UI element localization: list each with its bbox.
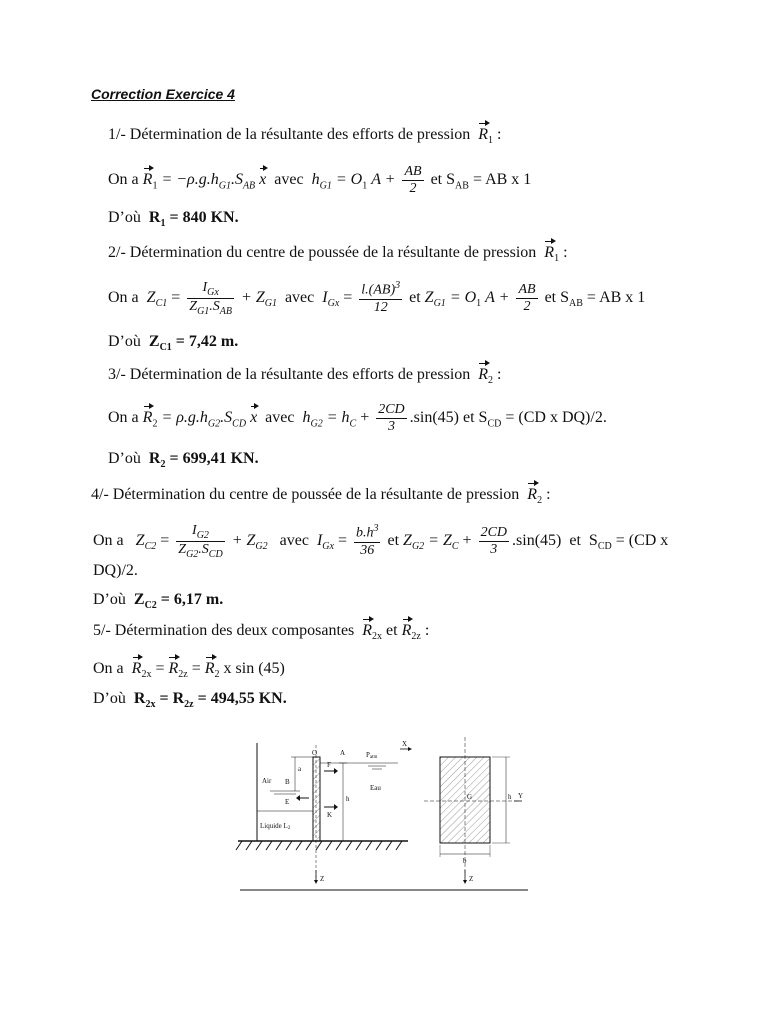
- exercise-title: Correction Exercice 4: [91, 86, 235, 102]
- section-2-heading: 2/- Détermination du centre de poussée de la résultante de pression $R_1$ :: [108, 244, 568, 265]
- label-a-small: a: [298, 765, 302, 773]
- label-g: G: [467, 793, 473, 801]
- section-4-continuation: DQ)/2.: [93, 562, 138, 579]
- label-air: Air: [262, 777, 272, 785]
- label-o: O: [312, 749, 318, 757]
- label-liquide: Liquide L2: [260, 822, 291, 831]
- ground-hatching: [236, 841, 402, 850]
- section-1-heading: 1/- Détermination de la résultante des efforts de pression $R_1$ :: [108, 126, 502, 147]
- section-4-formula: On a $Z_{C2}$ = $\frac{I_{G2}}{Z_{G2}.S_{CD}}$ + $Z_{G2}$ avec $I_{Gx}$ = $\frac{b.h^3}{36}$ et $Z_{G2} = Z_C$ + $\frac{2CD}{3}$ .sin(45) et $S_{CD} = (CD$ x: [93, 523, 669, 560]
- section-5-heading: 5/- Détermination des deux composantes $R_{2x}$ et $R_{2z}$ :: [93, 622, 430, 643]
- label-b-right: b: [463, 857, 467, 865]
- label-e: E: [285, 798, 290, 806]
- hydrostatic-figure: [230, 735, 540, 895]
- section-2-formula: On a $Z_{C1}$ = $\frac{I_{Gx}}{Z_{G1}.S_{AB}}$ + $Z_{G1}$ avec $I_{Gx}$ = $\frac{l.(AB)^3}{12}$ et $Z_{G1} = O_1$ A + $\frac{AB}{2}$ et $S_{AB}$ = AB x 1: [108, 280, 646, 317]
- section-4-result: D’où $Z_{C2} = 6,17$ m.: [93, 591, 224, 612]
- section-5-result: D’où $R_{2x} = R_{2z} = 494,55$ KN.: [93, 690, 287, 711]
- label-z-right: Z: [469, 875, 474, 883]
- label-x-axis: X: [402, 740, 408, 748]
- section-5-formula: On a $R_{2x} = R_{2z} = R_2$ x sin (45): [93, 660, 285, 681]
- section-3-result: D’où $R_2 = 699,41$ KN.: [108, 450, 259, 471]
- section-1-result: D’où $R_1 = 840$ KN.: [108, 209, 239, 230]
- section-1-formula: On a $R_1 = -\rho.g.h_{G1}.S_{AB}$ x avec $h_{G1} = O_1$ A + $\frac{AB}{2}$ et $S_{AB}$ = AB x 1: [108, 164, 532, 196]
- gate-wall: [313, 757, 320, 841]
- label-z-left: Z: [320, 875, 325, 883]
- section-2-result: D’où $Z_{C1} = 7,42$ m.: [108, 333, 239, 354]
- label-patm: Patm: [366, 751, 378, 760]
- section-3-formula: On a $R_2 = \rho.g.h_{G2}.S_{CD}$ x avec $h_{G2} = h_C$ + $\frac{2CD}{3}$ .sin(45) et $S_{CD} = (CD$ x DQ)/2.: [108, 402, 607, 434]
- label-f: F: [327, 761, 331, 769]
- label-k: K: [327, 811, 333, 819]
- label-a: A: [340, 749, 346, 757]
- label-eau: Eau: [370, 784, 381, 792]
- section-3-heading: 3/- Détermination de la résultante des efforts de pression $R_2$ :: [108, 366, 502, 387]
- label-h-right: h: [508, 793, 512, 801]
- label-y-axis: Y: [518, 792, 524, 800]
- label-h: h: [346, 795, 350, 803]
- label-b: B: [285, 778, 290, 786]
- section-4-heading: 4/- Détermination du centre de poussée de la résultante de pression $R_2$ :: [91, 486, 551, 507]
